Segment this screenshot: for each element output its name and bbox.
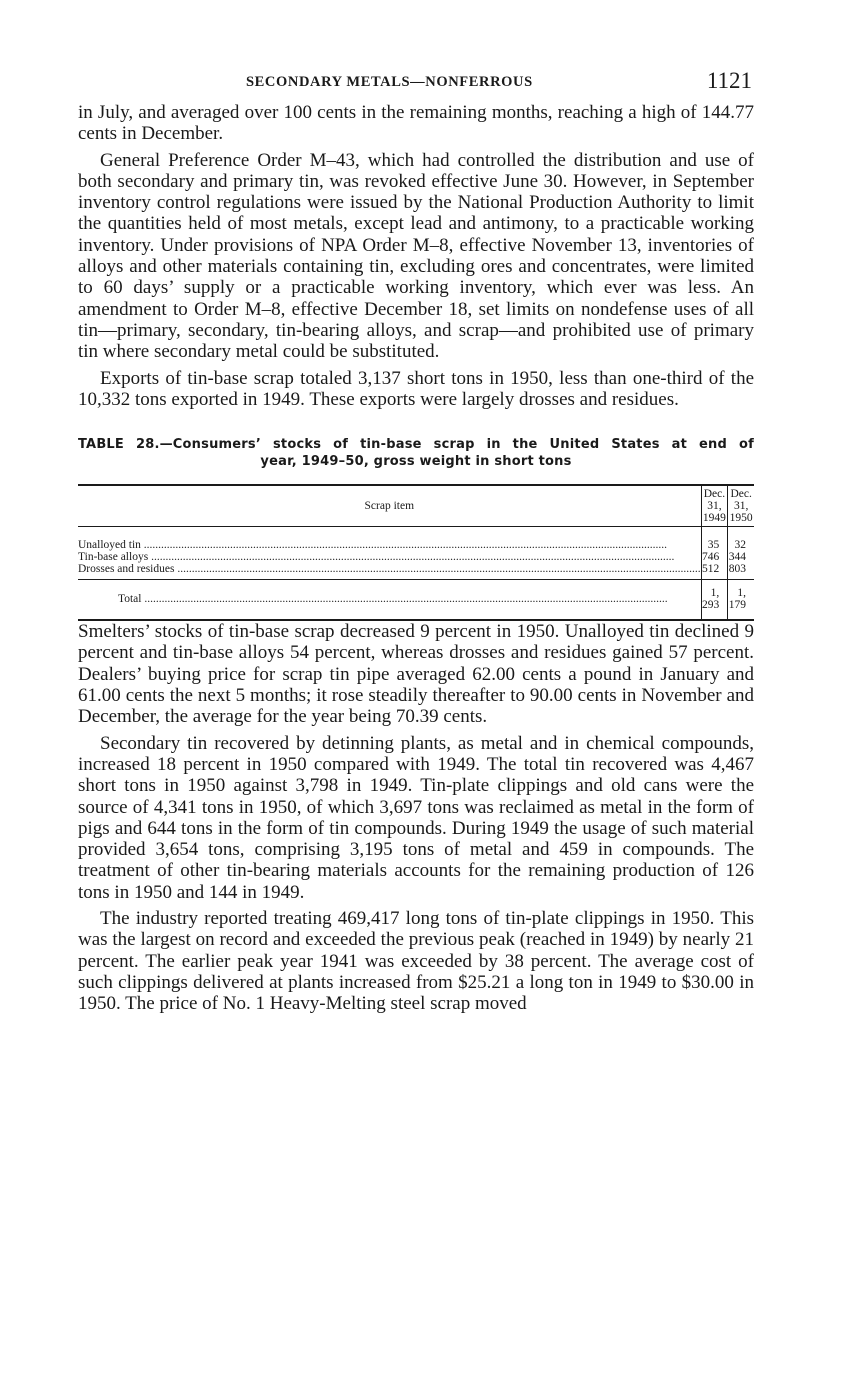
column-header-1949: Dec. 31, 1949 (701, 485, 728, 527)
paragraph-smelters-stocks: Smelters’ stocks of tin-base scrap decreased 9 percent in 1950. Unalloyed tin declined 9 percent and tin-base alloys 54 percent, whereas drosses and residues gained 57 percent. Dealers’ buying price for scrap tin pipe averaged 62.00 cents a pound in January and 61.00 cents the next 5 months; it rose steadily thereafter to 90.00 cents in November and December, the average for the year being 70.39 cents. (78, 621, 754, 728)
table-total-row (78, 580, 754, 621)
page-number: 1121 (706, 68, 752, 93)
cell-1949: 746 (701, 551, 728, 563)
dot-leader (141, 539, 667, 551)
table-caption-line-1: TABLE 28.—Consumers’ stocks of tin-base scrap in the United States at end of (78, 437, 754, 453)
document-page (78, 66, 754, 1015)
paragraph-exports: Exports of tin-base scrap totaled 3,137 short tons in 1950, less than one-third of the 10,332 tons exported in 1949. These exports were largely drosses and residues. (78, 367, 754, 410)
paragraph-continuation: in July, and averaged over 100 cents in the remaining months, reaching a high of 144.77 cents in December. (78, 102, 754, 145)
cell-1950: 32 (728, 527, 754, 552)
table-row (78, 527, 754, 552)
table-row (78, 563, 754, 580)
row-label-total: Total (118, 593, 142, 606)
table-caption-line-2: year, 1949–50, gross weight in short tons (260, 454, 572, 470)
cell-total-1949: 1, 293 (701, 580, 728, 621)
paragraph-detinning: Secondary tin recovered by detinning plants, as metal and in chemical compounds, increased 18 percent in 1950 compared with 1949. The total tin recovered was 4,467 short tons in 1950 against 3,798 in 1949. Tin-plate clippings and old cans were the source of 4,341 tons in 1950, of which 3,697 tons was reclaimed as metal in the form of pigs and 644 tons in the form of tin compounds. During 1949 the usage of such material provided 3,654 tons, comprising 3,195 tons of metal and 459 in compounds. The treatment of other tin-bearing materials accounts for the remaining production of 126 tons in 1950 and 144 in 1949. (78, 732, 754, 903)
table-header-row (78, 485, 754, 527)
row-label-tin-base-alloys: Tin-base alloys (78, 551, 149, 564)
cell-1949: 512 (701, 563, 728, 580)
paragraph-clippings: The industry reported treating 469,417 long tons of tin-plate clippings in 1950. This was the largest on record and exceeded the previous peak (reached in 1949) by nearly 21 percent. The earlier peak year 1941 was exceeded by 38 percent. The average cost of such clippings delivered at plants increased from $25.21 a long ton in 1949 to $30.00 in 1950. The price of No. 1 Heavy-Melting steel scrap moved (78, 908, 754, 1015)
cell-1949: 35 (701, 527, 728, 552)
paragraph-preference-order: General Preference Order M–43, which had controlled the distribution and use of both secondary and primary tin, was revoked effective June 30. However, in September inventory control regulations were issued by the National Production Authority to limit the quantities held of most metals, except lead and antimony, to a practicable working inventory. Under provisions of NPA Order M–8, effective November 13, inventories of alloys and other materials containing tin, excluding ores and concentrates, were limited to 60 days’ supply or a practicable working inventory, which ever was less. An amendment to Order M–8, effective December 18, set limits on nondefense uses of all tin—primary, secondary, tin-bearing alloys, and scrap—and prohibited use of primary tin where secondary metal could be substituted. (78, 149, 754, 363)
table-row (78, 551, 754, 563)
table-caption (78, 436, 754, 470)
running-header (78, 66, 754, 102)
dot-leader (141, 593, 667, 605)
running-title: SECONDARY METALS—NONFERROUS (246, 74, 533, 90)
dot-leader (174, 563, 700, 575)
dot-leader (148, 551, 674, 563)
cell-1950: 344 (728, 551, 754, 563)
cell-1950: 803 (728, 563, 754, 580)
row-label-drosses-residues: Drosses and residues (78, 563, 175, 576)
stocks-table (78, 484, 754, 621)
column-header-scrap-item: Scrap item (78, 485, 701, 527)
cell-total-1950: 1, 179 (728, 580, 754, 621)
column-header-1950: Dec. 31, 1950 (728, 485, 754, 527)
row-label-unalloyed-tin: Unalloyed tin (78, 539, 141, 552)
